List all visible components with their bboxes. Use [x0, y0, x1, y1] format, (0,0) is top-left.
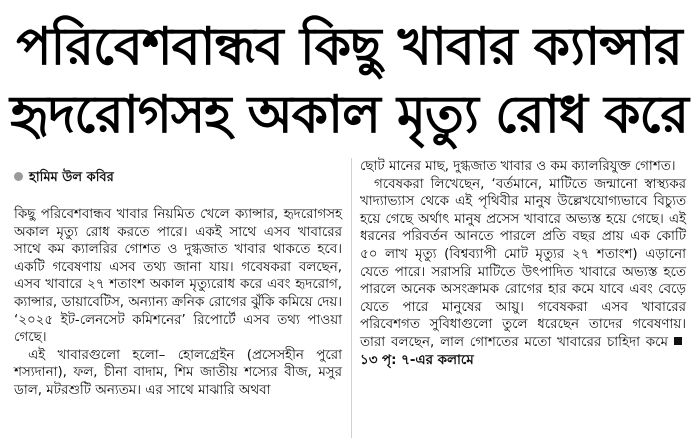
- paragraph: [360, 176, 686, 370]
- headline-line-1: পরিবেশবান্ধব কিছু খাবার ক্যান্সার: [16, 17, 682, 77]
- author-name: হামিম উল কবির: [29, 170, 114, 185]
- paragraph-text: গবেষকরা লিখেছেন, ‘বর্তমানে, মাটিতে জন্মানো স্বাস্থ্যকর খাদ্যাভ্যাস থেকে এই পৃথিবীর মানুষ উল্লেখযোগ্যভাবে বিচ্যুত হয়ে গেছে অর্থাৎ মানুষ প্রসেস খাবারে অভ্যস্ত হয়ে গেছে। এই ধরনের পরিবর্তন আনতে পারলে প্রতি বছর প্রায় এক কোটি ৫০ লাখ মৃত্যু (বিশ্বব্যাপী মোট মৃত্যুর ২৭ শতাংশ) এড়ানো যেতে পারে। সরাসরি মাটিতে উৎপাদিত খাবারে অভ্যস্ত হতে পারলে অনেক অসংক্রামক রোগের হার কমে যাবে এবং বেড়ে যেতে পারে মানুষের আয়ু। গবেষকরা এসব খাবারের পরিবেশগত সুবিধাগুলো তুলে ধরেছেন তাদের গবেষণায়। তারা বলছেন, লাল গোশতের মতো খাবারের চাহিদা কমে: [360, 176, 686, 350]
- article-column-left: [14, 206, 342, 400]
- byline: [14, 168, 114, 189]
- continuation-note: ১৩ পৃ: ৭-এর কলামে: [360, 352, 474, 368]
- paragraph: এই খাবারগুলো হলো– হোলগ্রেইন (প্রসেসহীন পুরো শস্যদানা), ফল, চীনা বাদাম, শিম জাতীয় শস্যের বীজ, মসুর ডাল, মটরশুটি অন্যতম। এর সাথে মাঝারি অথবা: [14, 347, 342, 398]
- headline-line-2: হৃদরোগসহ অকাল মৃত্যু রোধ করে: [10, 85, 688, 145]
- paragraph: ছোট মানের মাছ, দুগ্ধজাত খাবার ও কম ক্যালরিযুক্ত গোশত।: [360, 159, 676, 174]
- article-column-right: [360, 158, 686, 369]
- column-divider: [351, 158, 352, 438]
- continuation-marker-icon: [674, 337, 682, 345]
- bullet-icon: [14, 172, 23, 181]
- paragraph: কিছু পরিবেশবান্ধব খাবার নিয়মিত খেলে ক্যান্সার, হৃদরোগসহ অকাল মৃত্যু রোধ করতে পারে। একই সাথে এসব খাবারের সাথে কম ক্যালরির গোশত ও দুগ্ধজাত খাবার থাকতে হবে। একটি গবেষণায় এসব তথ্য জানা যায়। গবেষকরা বলছেন, এসব খাবারে ২৭ শতাংশ অকাল মৃত্যুরোধ করে এবং হৃদরোগ, ক্যান্সার, ডায়াবেটিস, অন্যান্য ক্রনিক রোগের ঝুঁকি কমিয়ে দেয়। ‘২০২৫ ইট-লেনসেট কমিশনের’ রিপোর্টে এসব তথ্য পাওয়া গেছে।: [14, 207, 342, 346]
